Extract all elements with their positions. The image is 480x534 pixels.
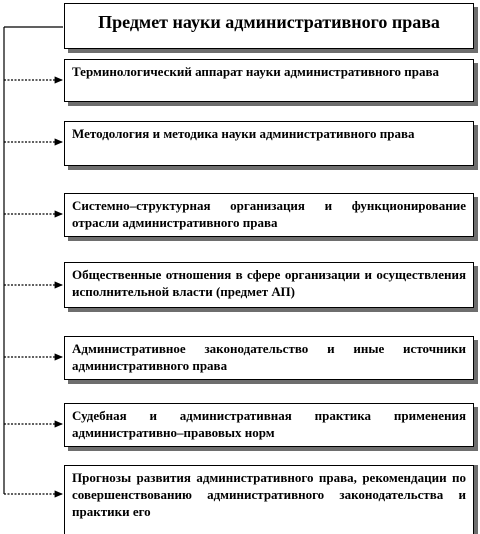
diagram-title-box	[64, 3, 474, 49]
item-text: Методология и методика науки административного права	[72, 126, 415, 141]
item-box-methodology	[64, 121, 474, 166]
item-text: Административное законодательство и иные источники административного права	[72, 341, 466, 373]
item-text: Системно–структурная организация и функционирование отрасли административного права	[72, 198, 466, 230]
item-text: Прогнозы развития административного права, рекомендации по совершенствованию административного законодательства и практики его	[72, 470, 466, 519]
item-box-legislation	[64, 336, 474, 380]
item-box-forecasts	[64, 465, 474, 534]
diagram-title: Предмет науки административного права	[98, 12, 440, 32]
item-text: Терминологический аппарат науки административного права	[72, 64, 440, 79]
item-text: Общественные отношения в сфере организации и осуществления исполнительной власти (предмет АП)	[72, 267, 466, 299]
item-box-structure	[64, 193, 474, 237]
item-box-terminology	[64, 59, 474, 102]
item-box-practice	[64, 403, 474, 447]
item-text: Судебная и административная практика применения административно–правовых норм	[72, 408, 466, 440]
item-box-relations	[64, 262, 474, 308]
